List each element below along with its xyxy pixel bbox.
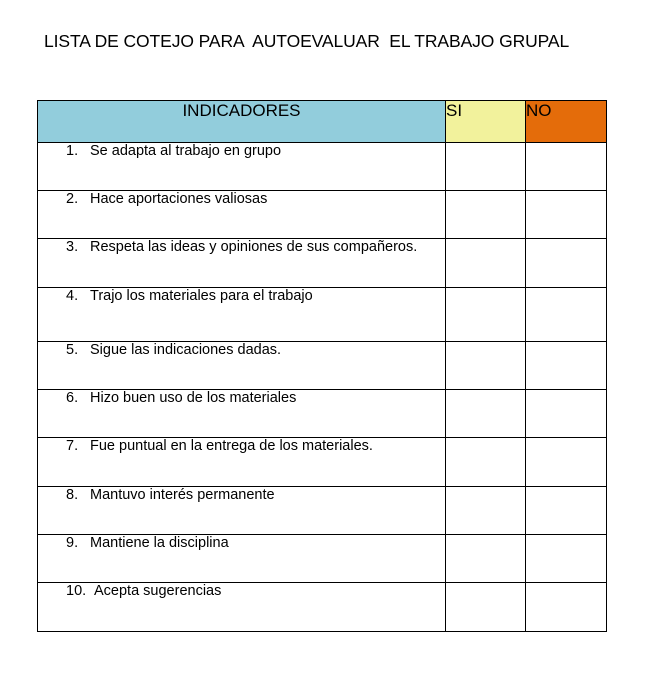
- table-row: [38, 583, 607, 632]
- no-check-cell[interactable]: [526, 191, 607, 239]
- item-number: 1.: [66, 143, 79, 159]
- item-number: 3.: [66, 239, 79, 255]
- table-row: [38, 288, 607, 342]
- table-row: [38, 342, 607, 390]
- no-check-cell[interactable]: [526, 535, 607, 583]
- table-row: [38, 239, 607, 288]
- item-text: Acepta sugerencias: [94, 583, 222, 599]
- no-check-cell[interactable]: [526, 390, 607, 438]
- item-text: Sigue las indicaciones dadas.: [90, 342, 282, 358]
- indicator-cell: [38, 342, 446, 390]
- yes-check-cell[interactable]: [446, 487, 526, 535]
- header-indicators: INDICADORES: [38, 101, 446, 143]
- table-header-row: [38, 101, 607, 143]
- table-row: [38, 487, 607, 535]
- no-check-cell[interactable]: [526, 288, 607, 342]
- item-text: Hizo buen uso de los materiales: [90, 390, 297, 406]
- item-text: Respeta las ideas y opiniones de sus compañeros.: [90, 239, 418, 255]
- header-no: NO: [526, 101, 607, 143]
- no-check-cell[interactable]: [526, 342, 607, 390]
- no-check-cell[interactable]: [526, 487, 607, 535]
- item-number: 5.: [66, 342, 79, 358]
- header-yes: SI: [446, 101, 526, 143]
- indicator-cell: [38, 143, 446, 191]
- indicator-cell: [38, 288, 446, 342]
- page-title: LISTA DE COTEJO PARA AUTOEVALUAR EL TRABAJO GRUPAL: [44, 31, 570, 51]
- item-text: Fue puntual en la entrega de los materiales.: [90, 438, 373, 454]
- indicator-cell: [38, 535, 446, 583]
- yes-check-cell[interactable]: [446, 535, 526, 583]
- item-number: 4.: [66, 288, 79, 304]
- indicator-cell: [38, 487, 446, 535]
- indicator-cell: [38, 191, 446, 239]
- indicator-cell: [38, 390, 446, 438]
- indicator-cell: [38, 583, 446, 632]
- table-row: [38, 390, 607, 438]
- item-number: 8.: [66, 487, 79, 503]
- item-number: 9.: [66, 535, 79, 551]
- table-row: [38, 535, 607, 583]
- no-check-cell[interactable]: [526, 583, 607, 632]
- item-number: 2.: [66, 191, 79, 207]
- table-row: [38, 191, 607, 239]
- checklist-table: [37, 100, 607, 632]
- yes-check-cell[interactable]: [446, 342, 526, 390]
- yes-check-cell[interactable]: [446, 583, 526, 632]
- item-text: Mantuvo interés permanente: [90, 487, 275, 503]
- table-row: [38, 143, 607, 191]
- yes-check-cell[interactable]: [446, 288, 526, 342]
- no-check-cell[interactable]: [526, 143, 607, 191]
- yes-check-cell[interactable]: [446, 143, 526, 191]
- item-text: Mantiene la disciplina: [90, 535, 229, 551]
- yes-check-cell[interactable]: [446, 390, 526, 438]
- item-text: Hace aportaciones valiosas: [90, 191, 268, 207]
- yes-check-cell[interactable]: [446, 438, 526, 487]
- item-number: 7.: [66, 438, 79, 454]
- item-text: Trajo los materiales para el trabajo: [90, 288, 313, 304]
- yes-check-cell[interactable]: [446, 239, 526, 288]
- item-number: 6.: [66, 390, 79, 406]
- indicator-cell: [38, 239, 446, 288]
- no-check-cell[interactable]: [526, 438, 607, 487]
- yes-check-cell[interactable]: [446, 191, 526, 239]
- item-number: 10.: [66, 583, 87, 599]
- table-row: [38, 438, 607, 487]
- item-text: Se adapta al trabajo en grupo: [90, 143, 282, 159]
- no-check-cell[interactable]: [526, 239, 607, 288]
- indicator-cell: [38, 438, 446, 487]
